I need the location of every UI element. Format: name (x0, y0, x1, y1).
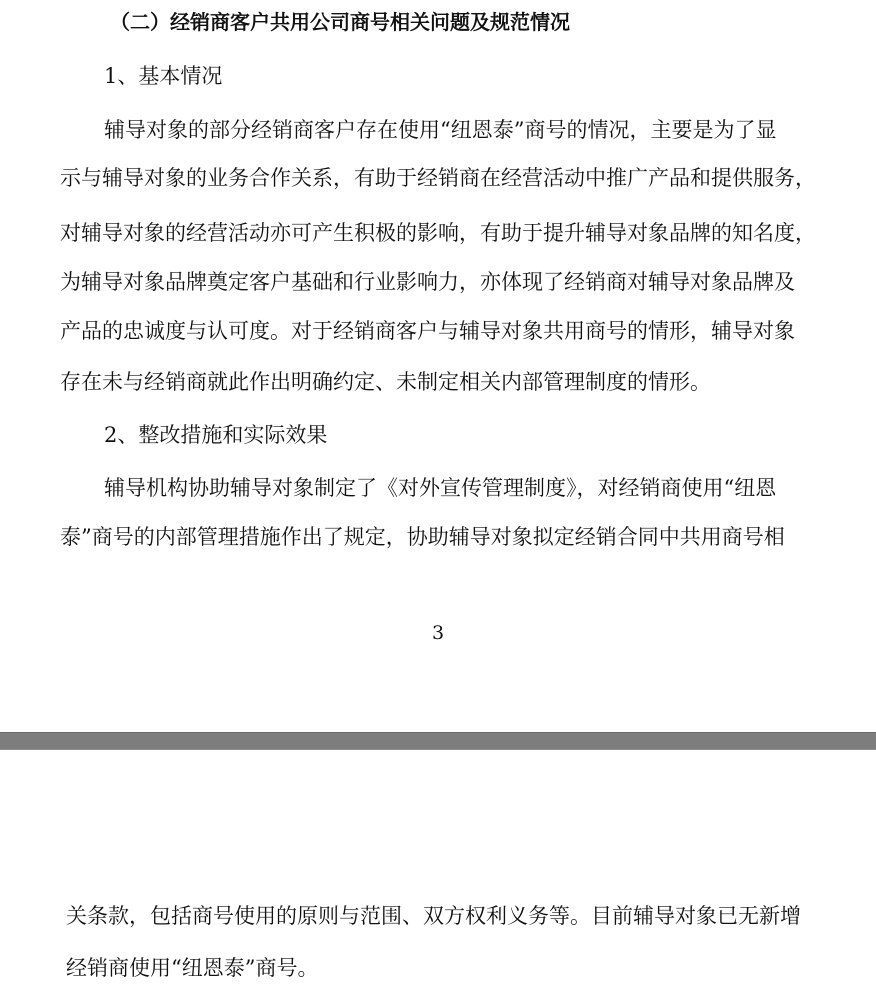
paragraph-line: 关条款，包括商号使用的原则与范围、双方权利义务等。目前辅导对象已无新增 (66, 904, 801, 928)
document-page-4 (0, 750, 876, 996)
paragraph-line: 为辅导对象品牌奠定客户基础和行业影响力，亦体现了经销商对辅导对象品牌及 (60, 270, 795, 294)
subsection-title-basic-situation: 1、基本情况 (104, 64, 223, 88)
subsection-title-rectification: 2、整改措施和实际效果 (104, 423, 328, 447)
paragraph-line: 示与辅导对象的业务合作关系，有助于经销商在经营活动中推广产品和提供服务， (60, 166, 816, 190)
paragraph-line: 产品的忠诚度与认可度。对于经销商客户与辅导对象共用商号的情形，辅导对象 (60, 319, 795, 343)
page-number: 3 (431, 622, 445, 644)
paragraph-line: 经销商使用“纽恩泰”商号。 (66, 956, 319, 980)
section-heading: （二）经销商客户共用公司商号相关问题及规范情况 (110, 10, 570, 34)
paragraph-line: 辅导对象的部分经销商客户存在使用“纽恩泰”商号的情况，主要是为了显 (104, 118, 777, 142)
page-separator (0, 732, 876, 750)
paragraph-line: 对辅导对象的经营活动亦可产生积极的影响，有助于提升辅导对象品牌的知名度， (60, 221, 816, 245)
paragraph-line: 泰”商号的内部管理措施作出了规定，协助辅导对象拟定经销合同中共用商号相 (60, 525, 785, 549)
paragraph-line: 辅导机构协助辅导对象制定了《对外宣传管理制度》，对经销商使用“纽恩 (104, 476, 777, 500)
paragraph-line: 存在未与经销商就此作出明确约定、未制定相关内部管理制度的情形。 (60, 370, 711, 394)
